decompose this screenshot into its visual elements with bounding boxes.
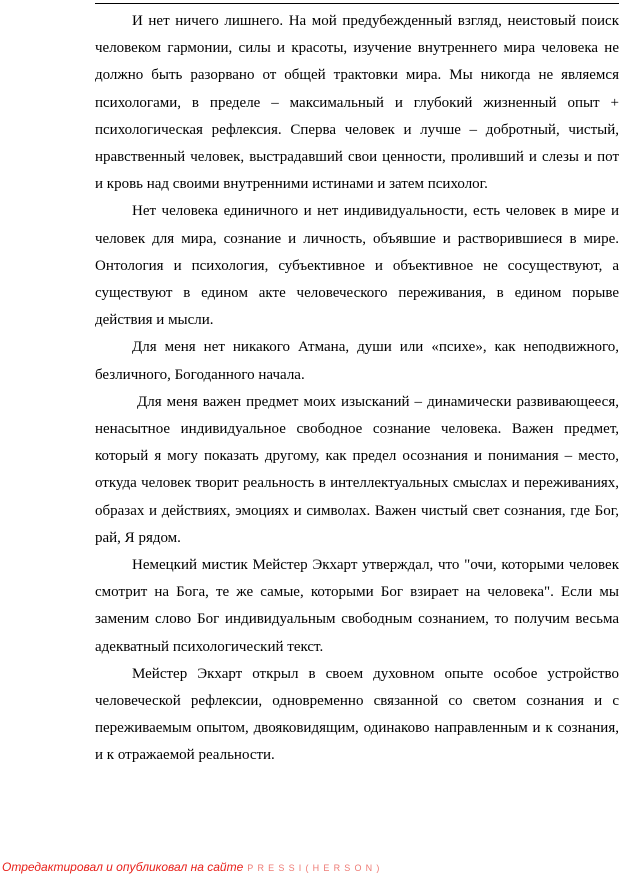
- paragraph-3: Для меня нет никакого Атмана, души или «психе», как неподвижного, безличного, Богоданного начала.: [95, 339, 619, 383]
- footer-site-name: PRESSI(HERSON): [247, 863, 384, 873]
- paragraph-2: Нет человека единичного и нет индивидуальности, есть человек в мире и человек для мира, сознание и личность, объявшие и растворившиеся в мире. Онтология и психология, субъективное и объективное не сосуществуют, а существуют в едином акте человеческого переживания, в едином порыве действия и мысли.: [95, 203, 619, 329]
- footer-credit: [2, 859, 384, 876]
- footer-label: Отредактировал и опубликовал на сайте: [2, 860, 244, 874]
- paragraph-5: Немецкий мистик Мейстер Экхарт утверждал, что "очи, которыми человек смотрит на Бога, те же самые, которыми Бог взирает на человека". Если мы заменим слово Бог индивидуальным свободным сознанием, то получим весьма адекватный психологический текст.: [95, 557, 619, 655]
- paragraph-4: Для меня важен предмет моих изысканий – динамически развивающееся, ненасытное индивидуальное свободное сознание человека. Важен предмет, который я могу показать другому, как предел осознания и понимания – место, откуда человек творит реальность в интеллектуальных смыслах и переживаниях, образах и действиях, эмоциях и символах. Важен чистый свет сознания, где Бог, рай, Я рядом.: [95, 393, 619, 546]
- paragraph-1: И нет ничего лишнего. На мой предубежденный взгляд, неистовый поиск человеком гармонии, силы и красоты, изучение внутреннего мира человека не должно быть разорвано от общей трактовки мира. Мы никогда не являемся психологами, в пределе – максимальный и глубокий жизненный опыт + психологическая рефлексия. Сперва человек и лучше – добротный, чистый, нравственный человек, выстрадавший свои ценности, проливший и слезы и пот и кровь над своими внутренними истинами и затем психолог.: [95, 13, 619, 193]
- page-body: [95, 8, 619, 770]
- paragraph-6: Мейстер Экхарт открыл в своем духовном опыте особое устройство человеческой рефлексии, одновременно связанной со светом сознания и с переживаемым опытом, двояковидящим, одинаково направленным и к сознания, и к отражаемой реальности.: [95, 665, 619, 764]
- top-rule: [95, 3, 619, 4]
